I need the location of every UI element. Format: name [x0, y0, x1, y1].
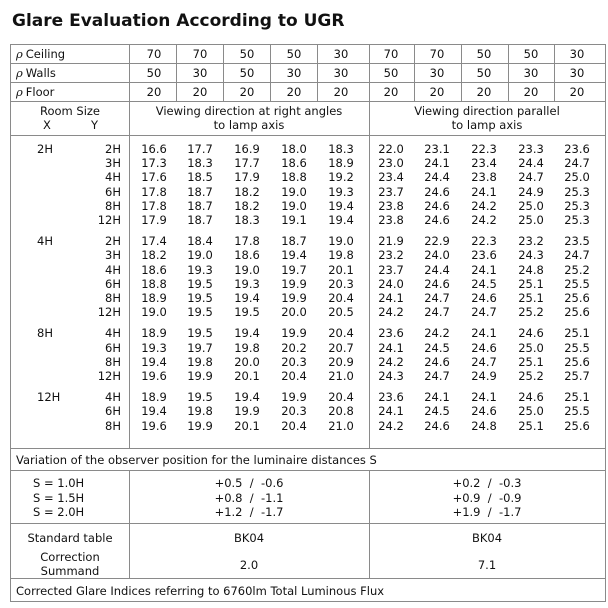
reflectance-value: 30 [192, 66, 208, 80]
ugr-par-value: 24.1 [378, 404, 404, 419]
room-y-value: 4H [105, 262, 121, 277]
ugr-par-value: 24.6 [518, 390, 544, 405]
ugr-perp-value: 18.2 [141, 248, 167, 263]
ugr-par-value: 22.3 [471, 142, 497, 156]
ugr-par-value: 25.6 [564, 305, 590, 320]
ugr-par-value: 25.0 [518, 213, 544, 227]
variation-heading: Variation of the observer position for the luminaire distances S [16, 453, 377, 467]
ugr-par-value: 24.1 [424, 156, 450, 171]
room-y-value: 6H [105, 340, 121, 355]
variation-s-label: S = 1.5H [33, 490, 85, 505]
reflectance-label-text: Walls [25, 66, 56, 80]
reflectance-value: 30 [333, 47, 349, 61]
reflectance-value: 50 [476, 47, 492, 61]
ugr-par-value: 23.2 [378, 248, 404, 263]
ugr-perp-value: 17.4 [141, 234, 167, 249]
room-y-value: 6H [105, 184, 121, 199]
ugr-perp-value: 20.9 [328, 354, 354, 369]
reflectance-value: 50 [146, 66, 162, 80]
reflectance-value: 30 [569, 47, 585, 61]
room-y-value: 3H [105, 248, 121, 263]
ugr-par-value: 23.4 [378, 170, 404, 185]
ugr-perp-value: 20.4 [328, 390, 354, 405]
reflectance-label [16, 47, 65, 61]
ugr-par-value: 24.6 [424, 276, 450, 291]
ugr-par-value: 25.1 [564, 390, 590, 405]
ugr-perp-value: 20.1 [328, 262, 354, 277]
rho-symbol: ρ [16, 47, 23, 61]
ugr-par-value: 24.1 [471, 390, 497, 405]
ugr-par-value: 24.2 [424, 326, 450, 341]
room-x-value: 4H [37, 234, 53, 249]
reflectance-value: 70 [429, 47, 445, 61]
reflectance-label-text: Ceiling [25, 47, 66, 61]
reflectance-value: 50 [476, 66, 492, 80]
ugr-par-value: 25.1 [518, 418, 544, 433]
ugr-perp-value: 19.4 [328, 198, 354, 213]
par-header-line2: to lamp axis [451, 118, 523, 132]
ugr-par-value: 24.6 [471, 404, 497, 419]
ugr-par-value: 24.6 [424, 354, 450, 369]
ugr-par-value: 24.4 [518, 156, 544, 171]
ugr-perp-value: 20.4 [328, 326, 354, 341]
ugr-perp-value: 19.4 [234, 326, 260, 341]
ugr-perp-value: 16.9 [234, 142, 260, 156]
ugr-par-value: 25.2 [518, 369, 544, 383]
ugr-perp-value: 19.5 [187, 390, 213, 405]
ugr-perp-value: 17.3 [141, 156, 167, 171]
room-y-value: 2H [105, 142, 121, 156]
ugr-par-value: 25.6 [564, 354, 590, 369]
ugr-perp-value: 17.8 [141, 184, 167, 199]
room-x-value: 8H [37, 326, 53, 341]
ugr-perp-value: 18.9 [141, 390, 167, 405]
ugr-par-value: 24.5 [471, 276, 497, 291]
reflectance-value: 30 [523, 66, 539, 80]
ugr-perp-value: 19.4 [281, 248, 307, 263]
ugr-par-value: 24.6 [424, 213, 450, 227]
ugr-perp-value: 19.6 [141, 369, 167, 383]
reflectance-value: 20 [146, 85, 162, 99]
ugr-perp-value: 18.2 [234, 184, 260, 199]
ugr-perp-value: 19.0 [141, 305, 167, 320]
reflectance-value: 30 [333, 66, 349, 80]
ugr-par-value: 24.7 [564, 156, 590, 171]
ugr-perp-value: 19.9 [281, 390, 307, 405]
standard-table [10, 523, 606, 579]
room-size-label: Room Size [39, 104, 100, 118]
page-title: Glare Evaluation According to UGR [12, 11, 345, 31]
ugr-par-value: 22.3 [471, 234, 497, 249]
ugr-perp-value: 19.0 [234, 262, 260, 277]
ugr-par-value: 23.0 [378, 156, 404, 171]
perp-header-line2: to lamp axis [213, 118, 285, 132]
ugr-perp-value: 21.0 [328, 369, 354, 383]
reflectance-value: 30 [429, 66, 445, 80]
ugr-perp-value: 16.6 [141, 142, 167, 156]
ugr-par-value: 25.1 [518, 276, 544, 291]
variation-perp-value: +0.8 / -1.1 [214, 490, 284, 505]
ugr-perp-value: 19.3 [187, 262, 213, 277]
variation-s-label: S = 1.0H [33, 476, 85, 490]
ugr-perp-value: 19.3 [234, 276, 260, 291]
ugr-par-value: 23.8 [471, 170, 497, 185]
room-y-value: 12H [97, 213, 121, 227]
ugr-par-value: 24.8 [518, 262, 544, 277]
variation-s-label: S = 2.0H [33, 505, 85, 519]
ugr-par-value: 24.5 [424, 404, 450, 419]
ugr-perp-value: 17.8 [141, 198, 167, 213]
reflectance-value: 20 [333, 85, 349, 99]
footer-note: Corrected Glare Indices referring to 6760lm Total Luminous Flux [16, 584, 385, 598]
reflectance-value: 20 [523, 85, 539, 99]
ugr-par-value: 24.7 [424, 369, 450, 383]
ugr-par-value: 24.7 [518, 170, 544, 185]
ugr-par-value: 23.8 [378, 213, 404, 227]
reflectance-table [10, 44, 606, 102]
ugr-data-table [10, 101, 606, 449]
variation-par-value: +0.9 / -0.9 [452, 490, 522, 505]
ugr-perp-value: 20.7 [328, 340, 354, 355]
ugr-par-value: 24.1 [471, 262, 497, 277]
ugr-perp-value: 19.3 [328, 184, 354, 199]
reflectance-value: 50 [286, 47, 302, 61]
ugr-perp-value: 18.2 [234, 198, 260, 213]
ugr-perp-value: 18.7 [187, 198, 213, 213]
ugr-par-value: 24.1 [471, 184, 497, 199]
ugr-par-value: 24.1 [378, 291, 404, 305]
ugr-perp-value: 19.8 [234, 340, 260, 355]
room-y-value: 8H [105, 418, 121, 433]
ugr-par-value: 23.4 [471, 156, 497, 171]
ugr-par-value: 25.1 [518, 354, 544, 369]
ugr-par-value: 23.2 [518, 234, 544, 249]
ugr-perp-value: 19.9 [281, 326, 307, 341]
ugr-par-value: 24.9 [471, 369, 497, 383]
ugr-par-value: 24.4 [424, 170, 450, 185]
ugr-perp-value: 19.5 [187, 276, 213, 291]
ugr-par-value: 24.6 [471, 340, 497, 355]
ugr-par-value: 25.1 [518, 291, 544, 305]
ugr-par-value: 21.9 [378, 234, 404, 249]
ugr-par-value: 25.0 [518, 404, 544, 419]
ugr-perp-value: 19.0 [281, 198, 307, 213]
ugr-perp-value: 20.0 [281, 305, 307, 320]
room-y-value: 6H [105, 404, 121, 419]
x-label: X [43, 118, 51, 132]
ugr-par-value: 22.9 [424, 234, 450, 249]
perp-header-line1: Viewing direction at right angles [155, 104, 343, 118]
ugr-par-value: 25.3 [564, 213, 590, 227]
footer-box [10, 578, 606, 602]
ugr-perp-value: 18.7 [187, 184, 213, 199]
ugr-perp-value: 19.1 [281, 213, 307, 227]
ugr-par-value: 24.7 [471, 354, 497, 369]
room-y-value: 8H [105, 354, 121, 369]
ugr-perp-value: 19.0 [328, 234, 354, 249]
ugr-par-value: 24.0 [424, 248, 450, 263]
ugr-perp-value: 20.4 [328, 291, 354, 305]
ugr-perp-value: 19.9 [187, 369, 213, 383]
ugr-par-value: 25.5 [564, 404, 590, 419]
ugr-perp-value: 19.2 [328, 170, 354, 185]
reflectance-value: 20 [383, 85, 399, 99]
reflectance-value: 70 [192, 47, 208, 61]
room-y-value: 2H [105, 234, 121, 249]
reflectance-value: 70 [146, 47, 162, 61]
ugr-par-value: 24.5 [424, 340, 450, 355]
ugr-perp-value: 18.4 [187, 234, 213, 249]
ugr-perp-value: 19.4 [234, 390, 260, 405]
ugr-par-value: 23.6 [378, 390, 404, 405]
variation-par-value: +0.2 / -0.3 [452, 476, 522, 490]
reflectance-value: 20 [569, 85, 585, 99]
ugr-par-value: 25.3 [564, 184, 590, 199]
ugr-perp-value: 20.4 [281, 418, 307, 433]
ugr-par-value: 23.1 [424, 142, 450, 156]
reflectance-value: 20 [429, 85, 445, 99]
ugr-par-value: 24.3 [518, 248, 544, 263]
ugr-par-value: 24.1 [424, 390, 450, 405]
ugr-perp-value: 19.5 [187, 305, 213, 320]
ugr-perp-value: 17.7 [187, 142, 213, 156]
room-y-value: 8H [105, 291, 121, 305]
ugr-perp-value: 19.0 [187, 248, 213, 263]
ugr-perp-value: 20.2 [281, 340, 307, 355]
room-y-value: 6H [105, 276, 121, 291]
par-header-line1: Viewing direction parallel [414, 104, 560, 118]
room-y-value: 12H [97, 305, 121, 320]
ugr-par-value: 25.6 [564, 291, 590, 305]
ugr-par-value: 25.2 [518, 305, 544, 320]
standard-par-value: BK04 [471, 531, 503, 545]
ugr-perp-value: 18.3 [234, 213, 260, 227]
reflectance-value: 20 [239, 85, 255, 99]
ugr-par-value: 24.9 [518, 184, 544, 199]
ugr-perp-value: 20.3 [328, 276, 354, 291]
ugr-par-value: 24.7 [424, 305, 450, 320]
ugr-perp-value: 19.4 [234, 291, 260, 305]
y-label: Y [91, 118, 99, 132]
variation-table [10, 470, 606, 524]
ugr-perp-value: 19.9 [187, 418, 213, 433]
ugr-par-value: 24.4 [424, 262, 450, 277]
standard-table-label: Standard table [27, 531, 113, 545]
ugr-par-value: 25.5 [564, 340, 590, 355]
reflectance-value: 70 [383, 47, 399, 61]
ugr-par-value: 24.6 [424, 184, 450, 199]
ugr-perp-value: 19.5 [187, 291, 213, 305]
reflectance-value: 50 [523, 47, 539, 61]
correction-par-value: 7.1 [477, 558, 497, 572]
ugr-perp-value: 17.6 [141, 170, 167, 185]
ugr-perp-value: 18.3 [328, 142, 354, 156]
ugr-perp-value: 17.9 [234, 170, 260, 185]
ugr-par-value: 24.2 [471, 198, 497, 213]
ugr-par-value: 25.2 [564, 262, 590, 277]
ugr-par-value: 24.3 [378, 369, 404, 383]
ugr-par-value: 23.8 [378, 198, 404, 213]
ugr-perp-value: 19.5 [234, 305, 260, 320]
ugr-par-value: 24.6 [518, 326, 544, 341]
reflectance-value: 20 [476, 85, 492, 99]
ugr-par-value: 25.7 [564, 369, 590, 383]
room-y-value: 4H [105, 170, 121, 185]
ugr-perp-value: 19.9 [234, 404, 260, 419]
ugr-par-value: 23.6 [564, 142, 590, 156]
ugr-perp-value: 19.8 [187, 404, 213, 419]
variation-perp-value: +0.5 / -0.6 [214, 476, 284, 490]
ugr-par-value: 22.0 [378, 142, 404, 156]
correction-perp-value: 2.0 [239, 558, 259, 572]
ugr-perp-value: 17.8 [234, 234, 260, 249]
ugr-par-value: 23.5 [564, 234, 590, 249]
ugr-perp-value: 18.9 [141, 326, 167, 341]
ugr-par-value: 24.8 [471, 418, 497, 433]
ugr-perp-value: 19.0 [281, 184, 307, 199]
room-y-value: 8H [105, 198, 121, 213]
ugr-perp-value: 20.3 [281, 404, 307, 419]
ugr-par-value: 24.0 [378, 276, 404, 291]
ugr-par-value: 24.6 [424, 418, 450, 433]
variation-heading-box [10, 448, 606, 471]
room-x-value: 2H [37, 142, 53, 156]
ugr-perp-value: 20.3 [281, 354, 307, 369]
ugr-par-value: 23.6 [471, 248, 497, 263]
ugr-perp-value: 19.7 [187, 340, 213, 355]
standard-perp-value: BK04 [233, 531, 265, 545]
ugr-perp-value: 20.1 [234, 418, 260, 433]
ugr-perp-value: 19.5 [187, 326, 213, 341]
ugr-par-value: 24.1 [471, 326, 497, 341]
ugr-perp-value: 20.1 [234, 369, 260, 383]
ugr-perp-value: 19.4 [141, 404, 167, 419]
room-y-value: 4H [105, 326, 121, 341]
ugr-perp-value: 19.7 [281, 262, 307, 277]
rho-symbol: ρ [16, 85, 23, 99]
ugr-par-value: 24.7 [424, 291, 450, 305]
ugr-perp-value: 20.0 [234, 354, 260, 369]
ugr-par-value: 24.6 [424, 198, 450, 213]
ugr-perp-value: 18.9 [328, 156, 354, 171]
reflectance-label-text: Floor [25, 85, 55, 99]
ugr-par-value: 25.1 [564, 326, 590, 341]
ugr-perp-value: 18.6 [281, 156, 307, 171]
rho-symbol: ρ [16, 66, 23, 80]
ugr-perp-value: 20.8 [328, 404, 354, 419]
ugr-par-value: 25.0 [518, 198, 544, 213]
ugr-perp-value: 18.5 [187, 170, 213, 185]
ugr-perp-value: 17.9 [141, 213, 167, 227]
reflectance-value: 20 [192, 85, 208, 99]
reflectance-value: 50 [383, 66, 399, 80]
ugr-perp-value: 19.8 [187, 354, 213, 369]
ugr-par-value: 24.1 [378, 340, 404, 355]
ugr-perp-value: 19.9 [281, 276, 307, 291]
ugr-par-value: 24.2 [378, 305, 404, 320]
ugr-perp-value: 18.9 [141, 291, 167, 305]
ugr-perp-value: 18.0 [281, 142, 307, 156]
ugr-par-value: 23.6 [378, 326, 404, 341]
ugr-perp-value: 18.7 [187, 213, 213, 227]
ugr-perp-value: 18.7 [281, 234, 307, 249]
reflectance-label [16, 66, 56, 80]
room-x-value: 12H [37, 390, 61, 405]
reflectance-value: 50 [239, 66, 255, 80]
ugr-par-value: 24.7 [564, 248, 590, 263]
ugr-perp-value: 19.4 [328, 213, 354, 227]
ugr-perp-value: 19.4 [141, 354, 167, 369]
ugr-perp-value: 17.7 [234, 156, 260, 171]
reflectance-value: 50 [239, 47, 255, 61]
ugr-perp-value: 18.8 [141, 276, 167, 291]
room-y-value: 12H [97, 369, 121, 383]
ugr-par-value: 24.2 [471, 213, 497, 227]
variation-perp-value: +1.2 / -1.7 [214, 505, 284, 519]
variation-par-value: +1.9 / -1.7 [452, 505, 522, 519]
ugr-par-value: 24.2 [378, 418, 404, 433]
ugr-par-value: 25.6 [564, 418, 590, 433]
ugr-perp-value: 18.3 [187, 156, 213, 171]
room-y-value: 4H [105, 390, 121, 405]
ugr-par-value: 25.5 [564, 276, 590, 291]
ugr-perp-value: 19.3 [141, 340, 167, 355]
ugr-par-value: 24.2 [378, 354, 404, 369]
ugr-perp-value: 19.9 [281, 291, 307, 305]
reflectance-label [16, 85, 54, 99]
ugr-par-value: 23.3 [518, 142, 544, 156]
ugr-perp-value: 21.0 [328, 418, 354, 433]
correction-label-line2: Summand [40, 564, 100, 578]
ugr-par-value: 24.7 [471, 305, 497, 320]
ugr-par-value: 23.7 [378, 184, 404, 199]
ugr-par-value: 24.6 [471, 291, 497, 305]
ugr-perp-value: 19.8 [328, 248, 354, 263]
ugr-perp-value: 18.6 [234, 248, 260, 263]
ugr-perp-value: 19.6 [141, 418, 167, 433]
ugr-par-value: 25.0 [518, 340, 544, 355]
ugr-perp-value: 18.8 [281, 170, 307, 185]
ugr-perp-value: 20.5 [328, 305, 354, 320]
ugr-perp-value: 20.4 [281, 369, 307, 383]
reflectance-value: 20 [286, 85, 302, 99]
correction-label-line1: Correction [40, 550, 100, 564]
ugr-perp-value: 18.6 [141, 262, 167, 277]
room-y-value: 3H [105, 156, 121, 171]
ugr-par-value: 23.7 [378, 262, 404, 277]
reflectance-value: 30 [569, 66, 585, 80]
ugr-par-value: 25.3 [564, 198, 590, 213]
ugr-par-value: 25.0 [564, 170, 590, 185]
reflectance-value: 30 [286, 66, 302, 80]
